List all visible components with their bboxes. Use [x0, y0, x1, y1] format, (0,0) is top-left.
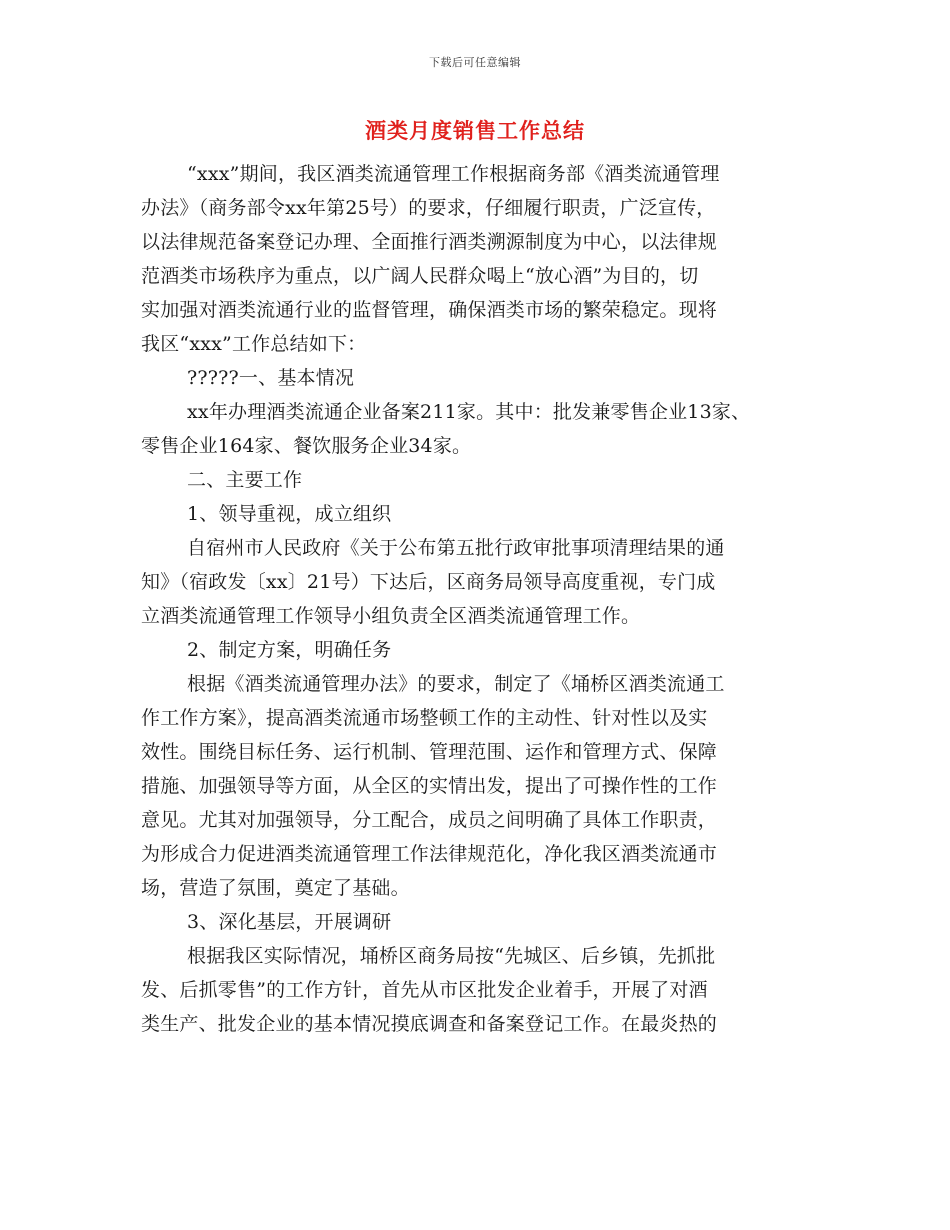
- text-line: ?????一、基本情况: [187, 367, 355, 389]
- document-body: [141, 157, 811, 1041]
- text-line: 二、主要工作: [187, 469, 303, 491]
- text-line: xx年办理酒类流通企业备案211家。其中：批发兼零售企业13家、: [187, 401, 751, 423]
- text-line: 作工作方案》，提高酒类流通市场整顿工作的主动性、针对性以及实: [141, 707, 708, 729]
- text-line: 立酒类流通管理工作领导小组负责全区酒类流通管理工作。: [141, 605, 641, 627]
- text-line: 为形成合力促进酒类流通管理工作法律规范化，净化我区酒类流通市: [141, 843, 718, 865]
- text-line: 以法律规范备案登记办理、全面推行酒类溯源制度为中心，以法律规: [141, 231, 718, 253]
- text-line: 发、后抓零售”的工作方针，首先从市区批发企业着手，开展了对酒: [141, 979, 708, 1001]
- header-note: 下载后可任意编辑: [429, 56, 521, 69]
- text-line: “xxx”期间，我区酒类流通管理工作根据商务部《酒类流通管理: [187, 163, 720, 185]
- text-line: 场，营造了氛围，奠定了基础。: [141, 877, 410, 899]
- text-line: 根据《酒类流通管理办法》的要求，制定了《埇桥区酒类流通工: [187, 673, 725, 695]
- text-line: 零售企业164家、餐饮服务企业34家。: [141, 435, 472, 457]
- text-line: 效性。围绕目标任务、运行机制、管理范围、运作和管理方式、保障: [141, 741, 718, 763]
- text-line: 1、领导重视，成立组织: [187, 503, 392, 525]
- document-title: 酒类月度销售工作总结: [365, 118, 585, 143]
- text-line: 我区“xxx”工作总结如下：: [141, 333, 367, 355]
- text-line: 意见。尤其对加强领导，分工配合，成员之间明确了具体工作职责，: [141, 809, 718, 831]
- text-line: 自宿州市人民政府《关于公布第五批行政审批事项清理结果的通: [187, 537, 725, 559]
- text-line: 类生产、批发企业的基本情况摸底调查和备案登记工作。在最炎热的: [141, 1013, 718, 1035]
- text-line: 办法》（商务部令xx年第25号）的要求，仔细履行职责，广泛宣传，: [141, 197, 716, 219]
- text-line: 措施、加强领导等方面，从全区的实情出发，提出了可操作性的工作: [141, 775, 718, 797]
- text-line: 知》（宿政发〔xx〕21号）下达后，区商务局领导高度重视，专门成: [141, 571, 716, 593]
- text-line: 根据我区实际情况，埇桥区商务局按“先城区、后乡镇，先抓批: [187, 945, 716, 967]
- text-line: 2、制定方案，明确任务: [187, 639, 392, 661]
- text-line: 3、深化基层，开展调研: [187, 911, 392, 933]
- text-line: 实加强对酒类流通行业的监督管理，确保酒类市场的繁荣稳定。现将: [141, 299, 718, 321]
- text-line: 范酒类市场秩序为重点，以广阔人民群众喝上“放心酒”为目的，切: [141, 265, 699, 287]
